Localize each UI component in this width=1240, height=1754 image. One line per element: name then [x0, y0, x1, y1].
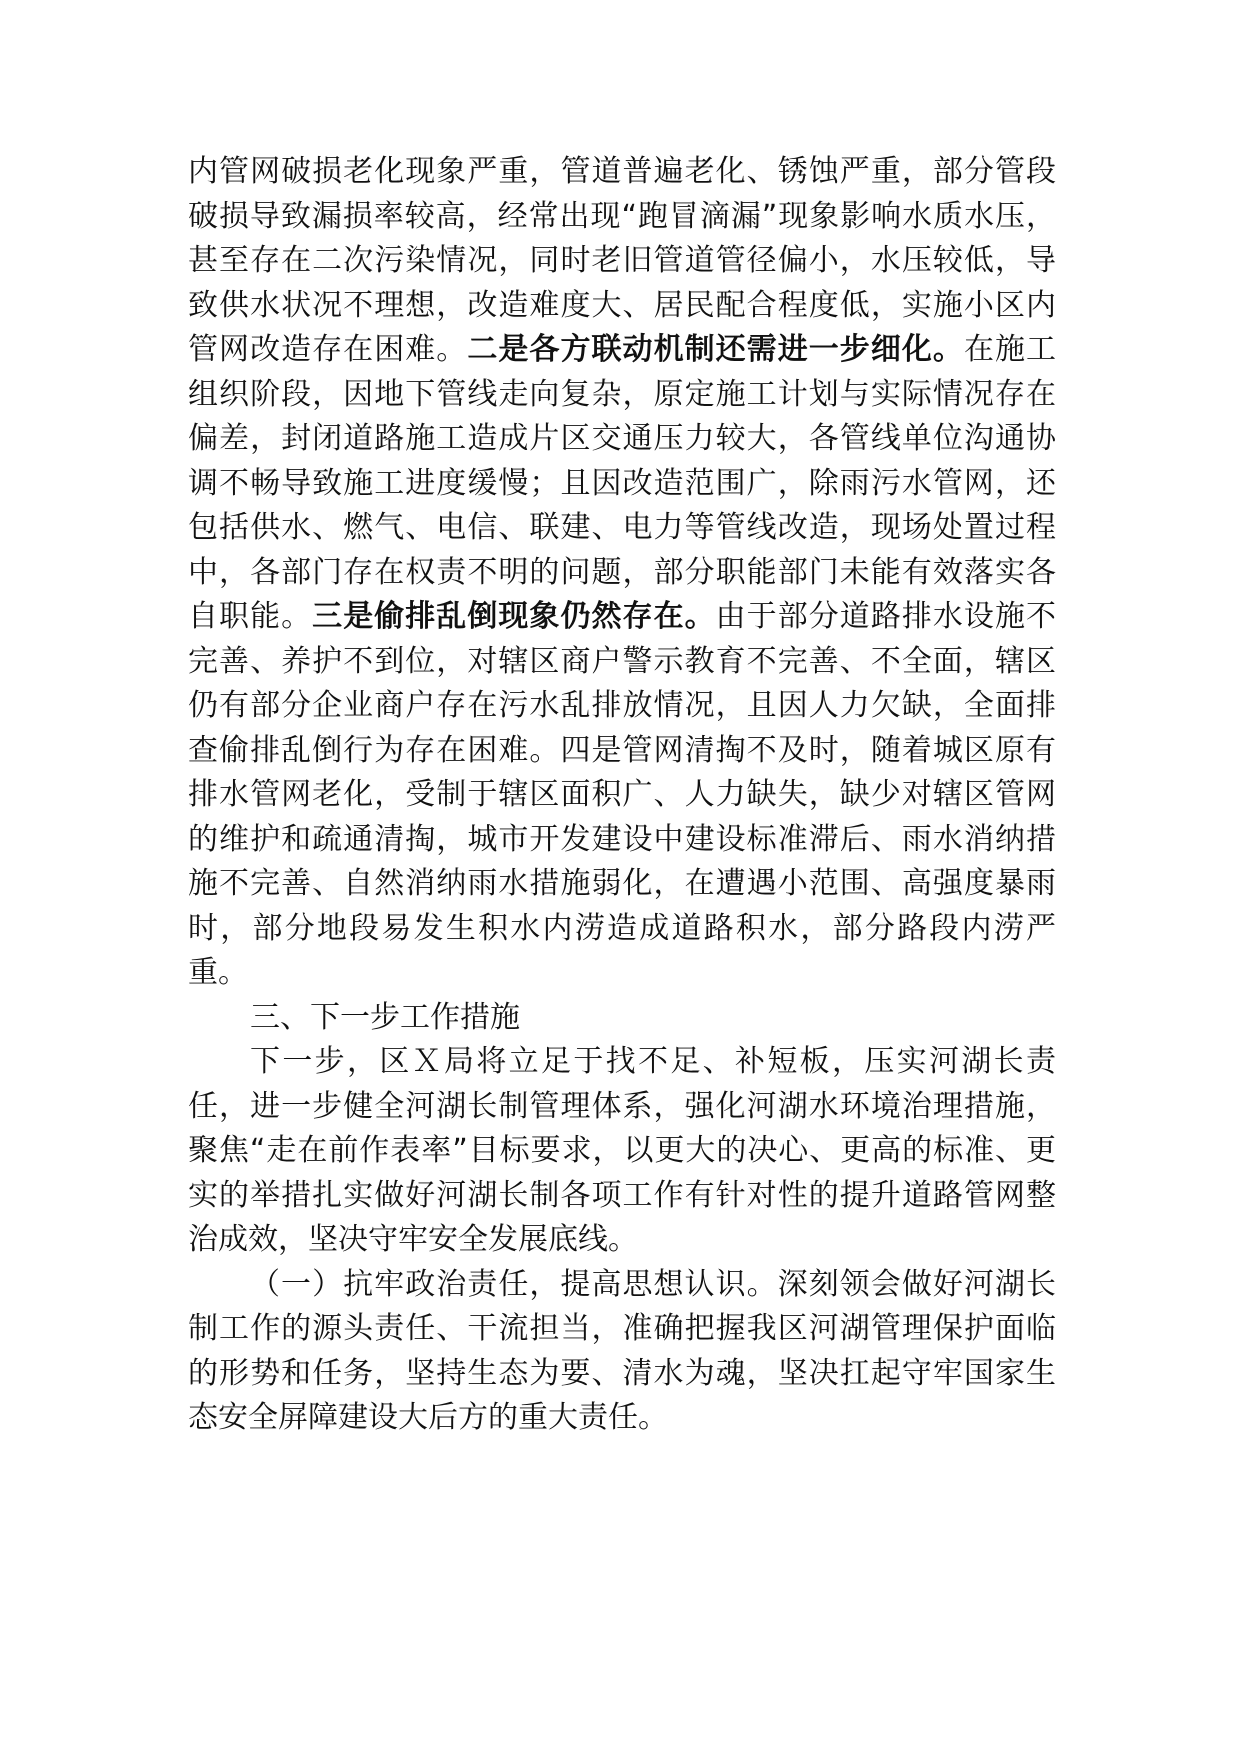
point-three-heading: 三是偷排乱倒现象仍然存在。: [312, 599, 716, 634]
paragraph-problems: [188, 150, 1056, 996]
paragraph-problems-text-2: 在施工组织阶段，因地下管线走向复杂，原定施工计划与实际情况存在偏差，封闭道路施工造成片区交通压力较大，各管线单位沟通协调不畅导致施工进度缓慢；且因改造范围广，除雨污水管网，还包括供水、燃气、电信、联建、电力等管线改造，现场处置过程中，各部门存在权责不明的问题，部分职能部门未能有效落实各自职能。: [188, 332, 1057, 634]
paragraph-problems-text-1: 内管网破损老化现象严重，管道普遍老化、锈蚀严重，部分管段破损导致漏损率较高，经常出现“跑冒滴漏”现象影响水质水压，甚至存在二次污染情况，同时老旧管道管径偏小，水压较低，导致供水状况不理想，改造难度大、居民配合程度低，实施小区内管网改造存在困难。: [188, 154, 1056, 367]
paragraph-next-steps: 下一步，区Ｘ局将立足于找不足、补短板，压实河湖长责任，进一步健全河湖长制管理体系，强化河湖水环境治理措施，聚焦“走在前作表率”目标要求，以更大的决心、更高的标准、更实的举措扎实做好河湖长制各项工作有针对性的提升道路管网整治成效，坚决守牢安全发展底线。: [188, 1044, 1056, 1257]
paragraph-problems-text-3: 由于部分道路排水设施不完善、养护不到位，对辖区商户警示教育不完善、不全面，辖区仍有部分企业商户存在污水乱排放情况，且因人力欠缺，全面排查偷排乱倒行为存在困难。四是管网清掏不及时，随着城区原有排水管网老化，受制于辖区面积广、人力缺失，缺少对辖区管网的维护和疏通清掏，城市开发建设中建设标准滞后、雨水消纳措施不完善、自然消纳雨水措施弱化，在遭遇小范围、高强度暴雨时，部分地段易发生积水内涝造成道路积水，部分路段内涝严重。: [188, 599, 1057, 990]
document-body: [188, 150, 1056, 1441]
point-two-heading: 二是各方联动机制还需进一步细化。: [467, 332, 964, 367]
paragraph-measure-one: （一）抗牢政治责任，提高思想认识。深刻领会做好河湖长制工作的源头责任、干流担当，准确把握我区河湖管理保护面临的形势和任务，坚持生态为要、清水为魂，坚决扛起守牢国家生态安全屏障建设大后方的重大责任。: [188, 1266, 1056, 1435]
section-heading-next-steps: 三、下一步工作措施: [250, 999, 520, 1035]
